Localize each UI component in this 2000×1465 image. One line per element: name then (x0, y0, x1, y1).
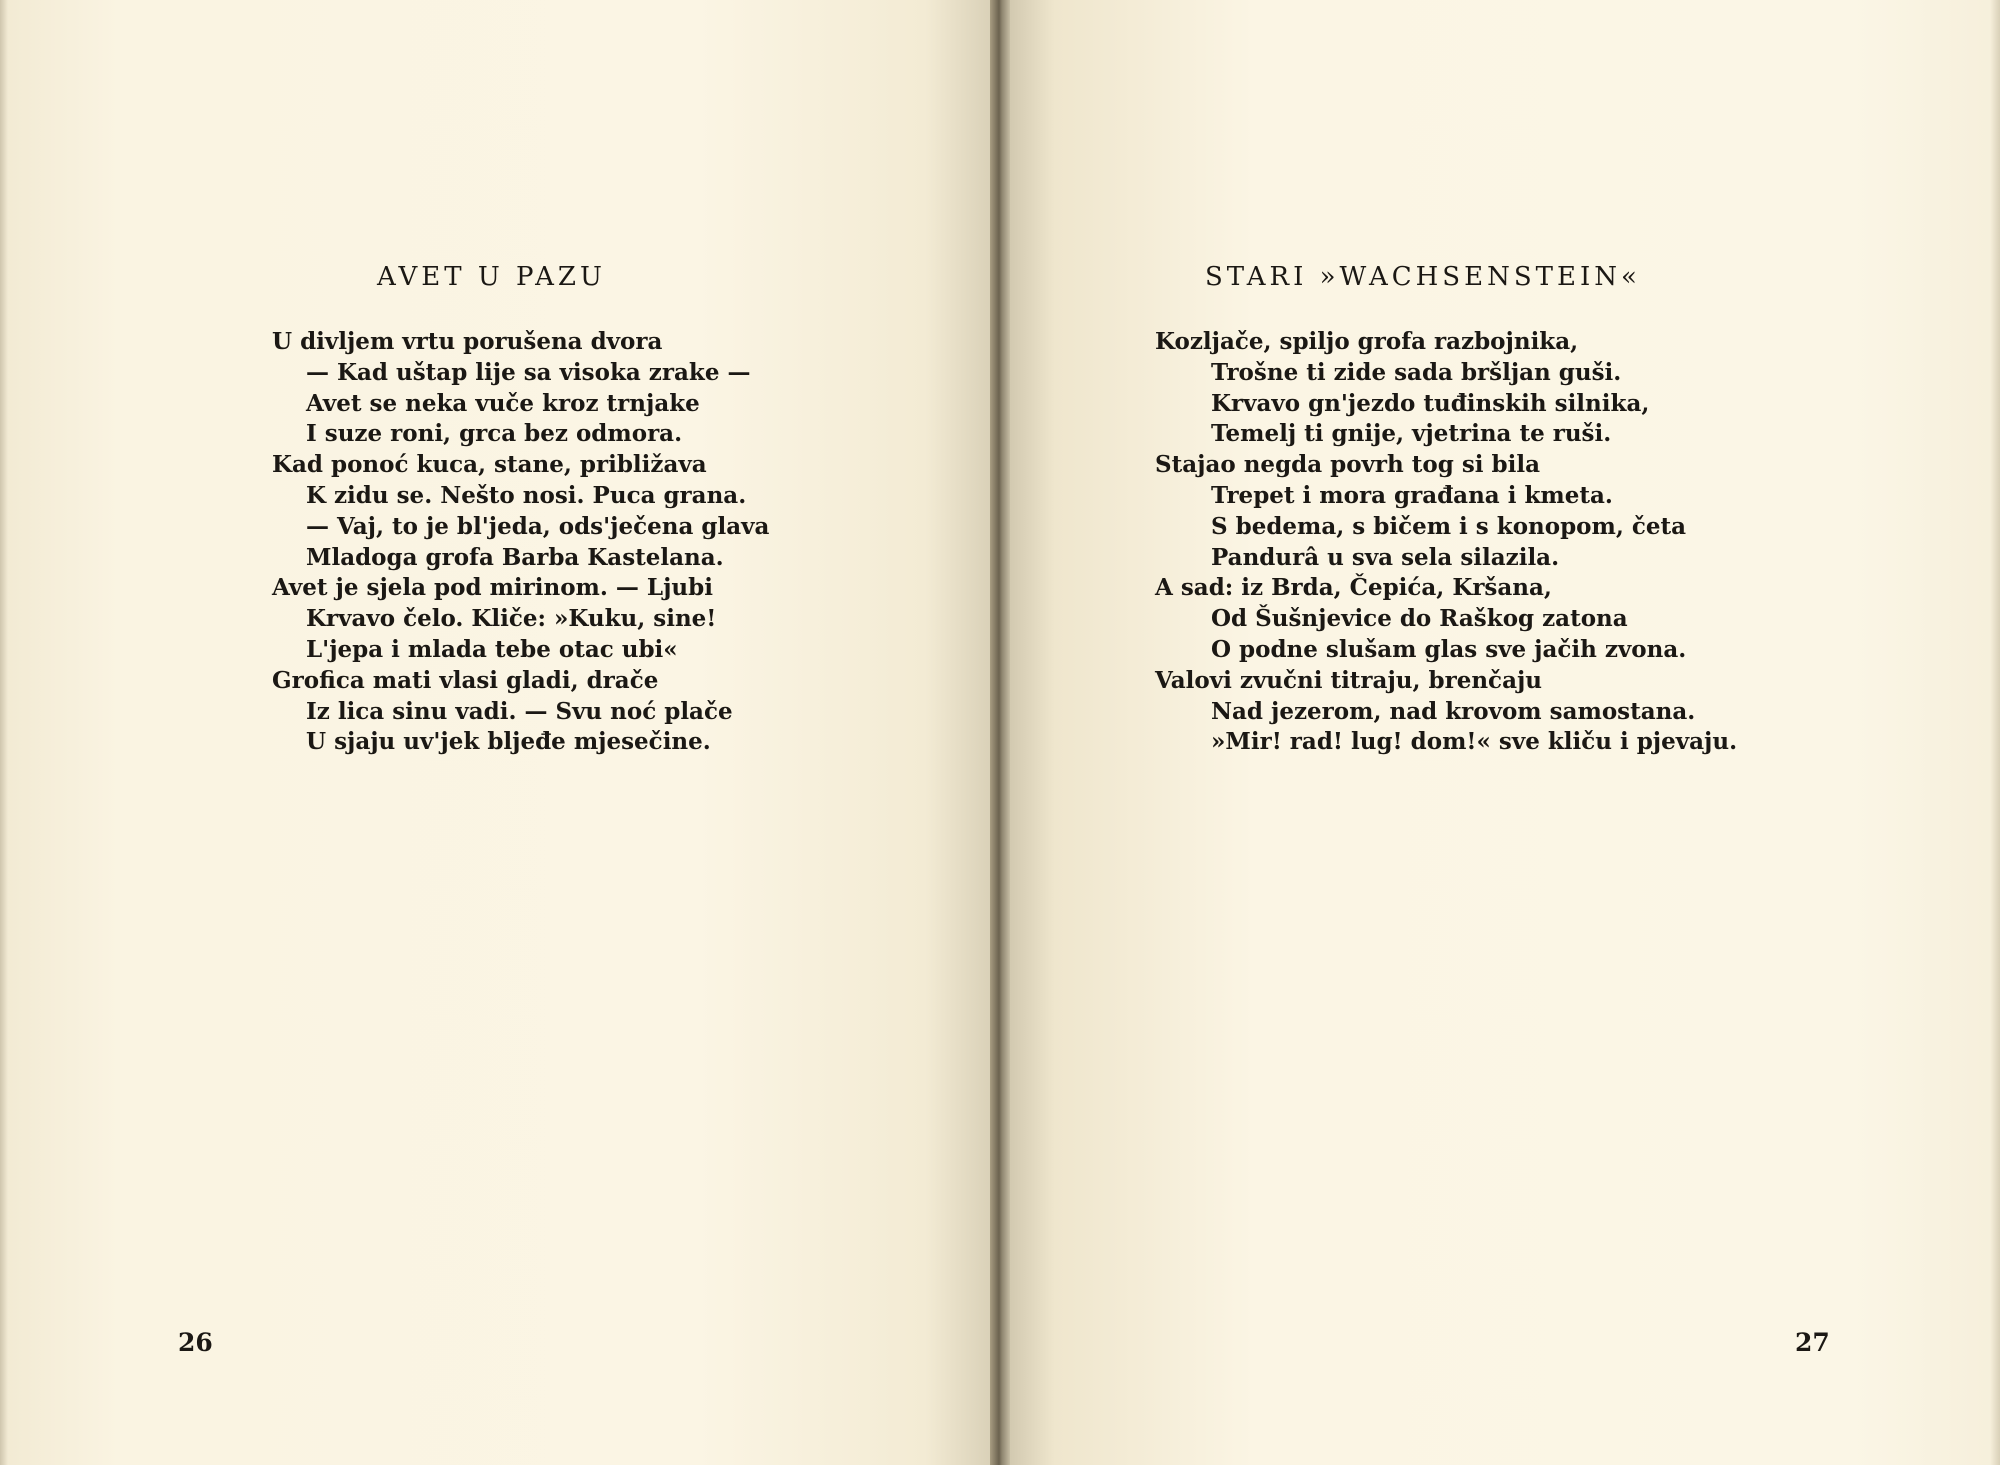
poem-line: Grofica mati vlasi gladi, drače (272, 666, 659, 694)
poem-line: »Mir! rad! lug! dom!« sve kliču i pjevaju. (1211, 728, 1738, 756)
book-gutter (990, 0, 1010, 1465)
poem-line: Avet je sjela pod mirinom. — Ljubi (272, 574, 713, 602)
poem-line: Kozljače, spiljo grofa razbojnika, (1155, 328, 1579, 355)
poem-line: Krvavo gn'jezdo tuđinskih silnika, (1211, 389, 1650, 417)
poem-line: Krvavo čelo. Kliče: »Kuku, sine! (306, 605, 717, 633)
right-page (1005, 0, 2000, 1465)
poem-line: K zidu se. Nešto nosi. Puca grana. (306, 481, 747, 509)
poem-line: Trošne ti zide sada bršljan guši. (1211, 358, 1622, 386)
poem-line: S bedema, s bičem i s konopom, četa (1211, 512, 1687, 540)
poem-line: Temelj ti gnije, vjetrina te ruši. (1211, 420, 1612, 448)
poem-line: Valovi zvučni titraju, brenčaju (1155, 666, 1543, 694)
poem-line: Nad jezerom, nad krovom samostana. (1211, 697, 1696, 725)
poem-line: — Vaj, to je bl'jeda, ods'ječena glava (306, 512, 770, 540)
poem-line: Avet se neka vuče kroz trnjake (306, 389, 700, 417)
poem-line: U divljem vrtu porušena dvora (272, 328, 663, 355)
poem-line: Kad ponoć kuca, stane, približava (272, 451, 707, 479)
poem-title: AVET U PAZU (377, 262, 606, 292)
page-number: 27 (1795, 1328, 1830, 1357)
poem-line: Stajao negda povrh tog si bila (1155, 451, 1540, 479)
left-page (0, 0, 995, 1465)
poem-line: Pandurâ u sva sela silazila. (1211, 543, 1560, 571)
poem-line: Iz lica sinu vadi. — Svu noć plače (306, 697, 733, 725)
poem-line: I suze roni, grca bez odmora. (306, 420, 683, 448)
poem-line: — Kad uštap lije sa visoka zrake — (306, 358, 751, 386)
page-edge-shadow (0, 0, 8, 1465)
poem-line: Mladoga grofa Barba Kastelana. (306, 543, 724, 571)
poem-line: L'jepa i mlada tebe otac ubi« (306, 635, 678, 663)
page-edge-shadow (1990, 0, 2000, 1465)
poem-title: STARI »WACHSENSTEIN« (1205, 262, 1641, 292)
poem-line: O podne slušam glas sve jačih zvona. (1211, 635, 1687, 663)
poem-body (1155, 327, 1737, 758)
poem-line: A sad: iz Brda, Čepića, Kršana, (1155, 574, 1552, 602)
page-number: 26 (178, 1328, 213, 1357)
poem-line: U sjaju uv'jek bljeđe mjesečine. (306, 728, 711, 756)
poem-line: Trepet i mora građana i kmeta. (1211, 481, 1613, 509)
poem-line: Od Šušnjevice do Raškog zatona (1211, 605, 1628, 633)
poem-body (272, 327, 769, 758)
